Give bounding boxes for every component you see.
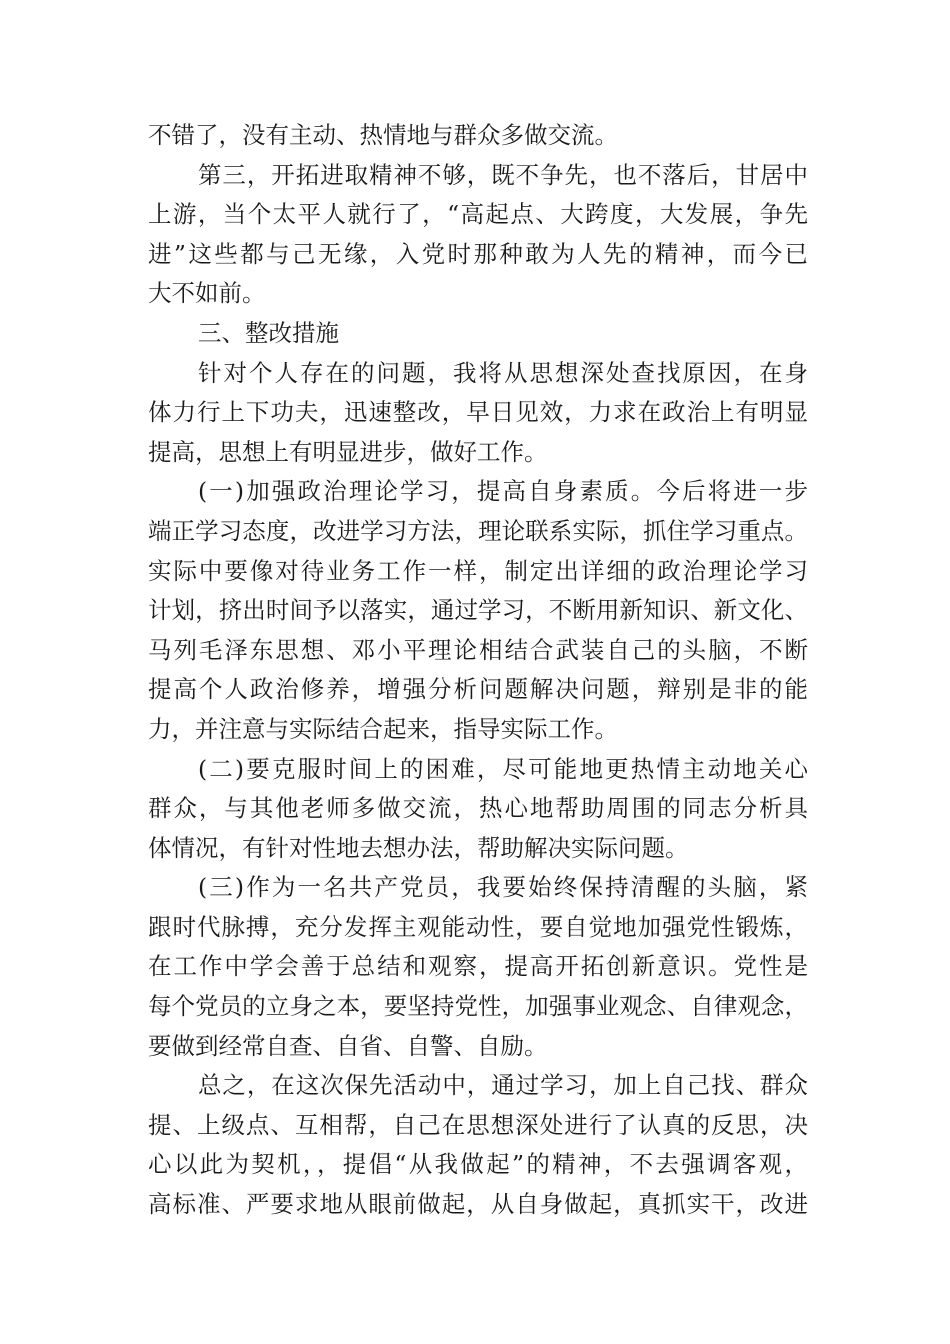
text-line: (一)加强政治理论学习，提高自身素质。今后将进一步 — [198, 477, 808, 506]
text-line: 计划，挤出时间予以落实，通过学习，不断用新知识、新文化、 — [148, 596, 808, 625]
text-line: 三、整改措施 — [198, 318, 339, 347]
text-line: 上游，当个太平人就行了，“高起点、大跨度，大发展，争先 — [148, 200, 808, 229]
text-line: 要做到经常自查、自省、自警、自励。 — [148, 1031, 548, 1060]
text-line: 体情况，有针对性地去想办法，帮助解决实际问题。 — [148, 833, 689, 862]
text-line: 心以此为契机，，提倡“从我做起”的精神，不去强调客观， — [148, 1150, 808, 1179]
text-line: 总之，在这次保先活动中，通过学习，加上自己找、群众 — [198, 1071, 808, 1100]
text-line: 进”这些都与己无缘，入党时那种敢为人先的精神，而今已 — [148, 239, 808, 268]
text-line: 在工作中学会善于总结和观察，提高开拓创新意识。党性是 — [148, 952, 808, 981]
text-line: 不错了，没有主动、热情地与群众多做交流。 — [148, 121, 618, 149]
text-line: 实际中要像对待业务工作一样，制定出详细的政治理论学习 — [148, 556, 808, 585]
text-line: 体力行上下功夫，迅速整改，早日见效，力求在政治上有明显 — [148, 398, 808, 427]
text-line: 提高个人政治修养，增强分析问题解决问题，辩别是非的能 — [148, 675, 808, 704]
text-line: (二)要克服时间上的困难，尽可能地更热情主动地关心 — [198, 754, 808, 783]
text-line: 提高，思想上有明显进步，做好工作。 — [148, 437, 548, 466]
text-line: 跟时代脉搏，充分发挥主观能动性，要自觉地加强党性锻炼， — [148, 912, 808, 941]
text-line: (三)作为一名共产党员，我要始终保持清醒的头脑，紧 — [198, 873, 808, 902]
text-line: 针对个人存在的问题，我将从思想深处查找原因，在身 — [198, 358, 808, 387]
text-line: 力，并注意与实际结合起来，指导实际工作。 — [148, 714, 618, 743]
text-line: 群众，与其他老师多做交流，热心地帮助周围的同志分析具 — [148, 794, 808, 823]
text-line: 提、上级点、互相帮，自己在思想深处进行了认真的反思，决 — [148, 1110, 808, 1139]
text-line: 端正学习态度，改进学习方法，理论联系实际，抓住学习重点。 — [148, 516, 808, 545]
text-line: 马列毛泽东思想、邓小平理论相结合武装自己的头脑，不断 — [148, 635, 808, 664]
text-line: 每个党员的立身之本，要坚持党性，加强事业观念、自律观念， — [148, 992, 808, 1021]
text-line: 第三，开拓进取精神不够，既不争先，也不落后，甘居中 — [198, 160, 808, 189]
document-body — [148, 116, 808, 1225]
text-line: 高标准、严要求地从眼前做起，从自身做起，真抓实干，改进 — [148, 1190, 808, 1219]
text-line: 大不如前。 — [148, 279, 266, 308]
